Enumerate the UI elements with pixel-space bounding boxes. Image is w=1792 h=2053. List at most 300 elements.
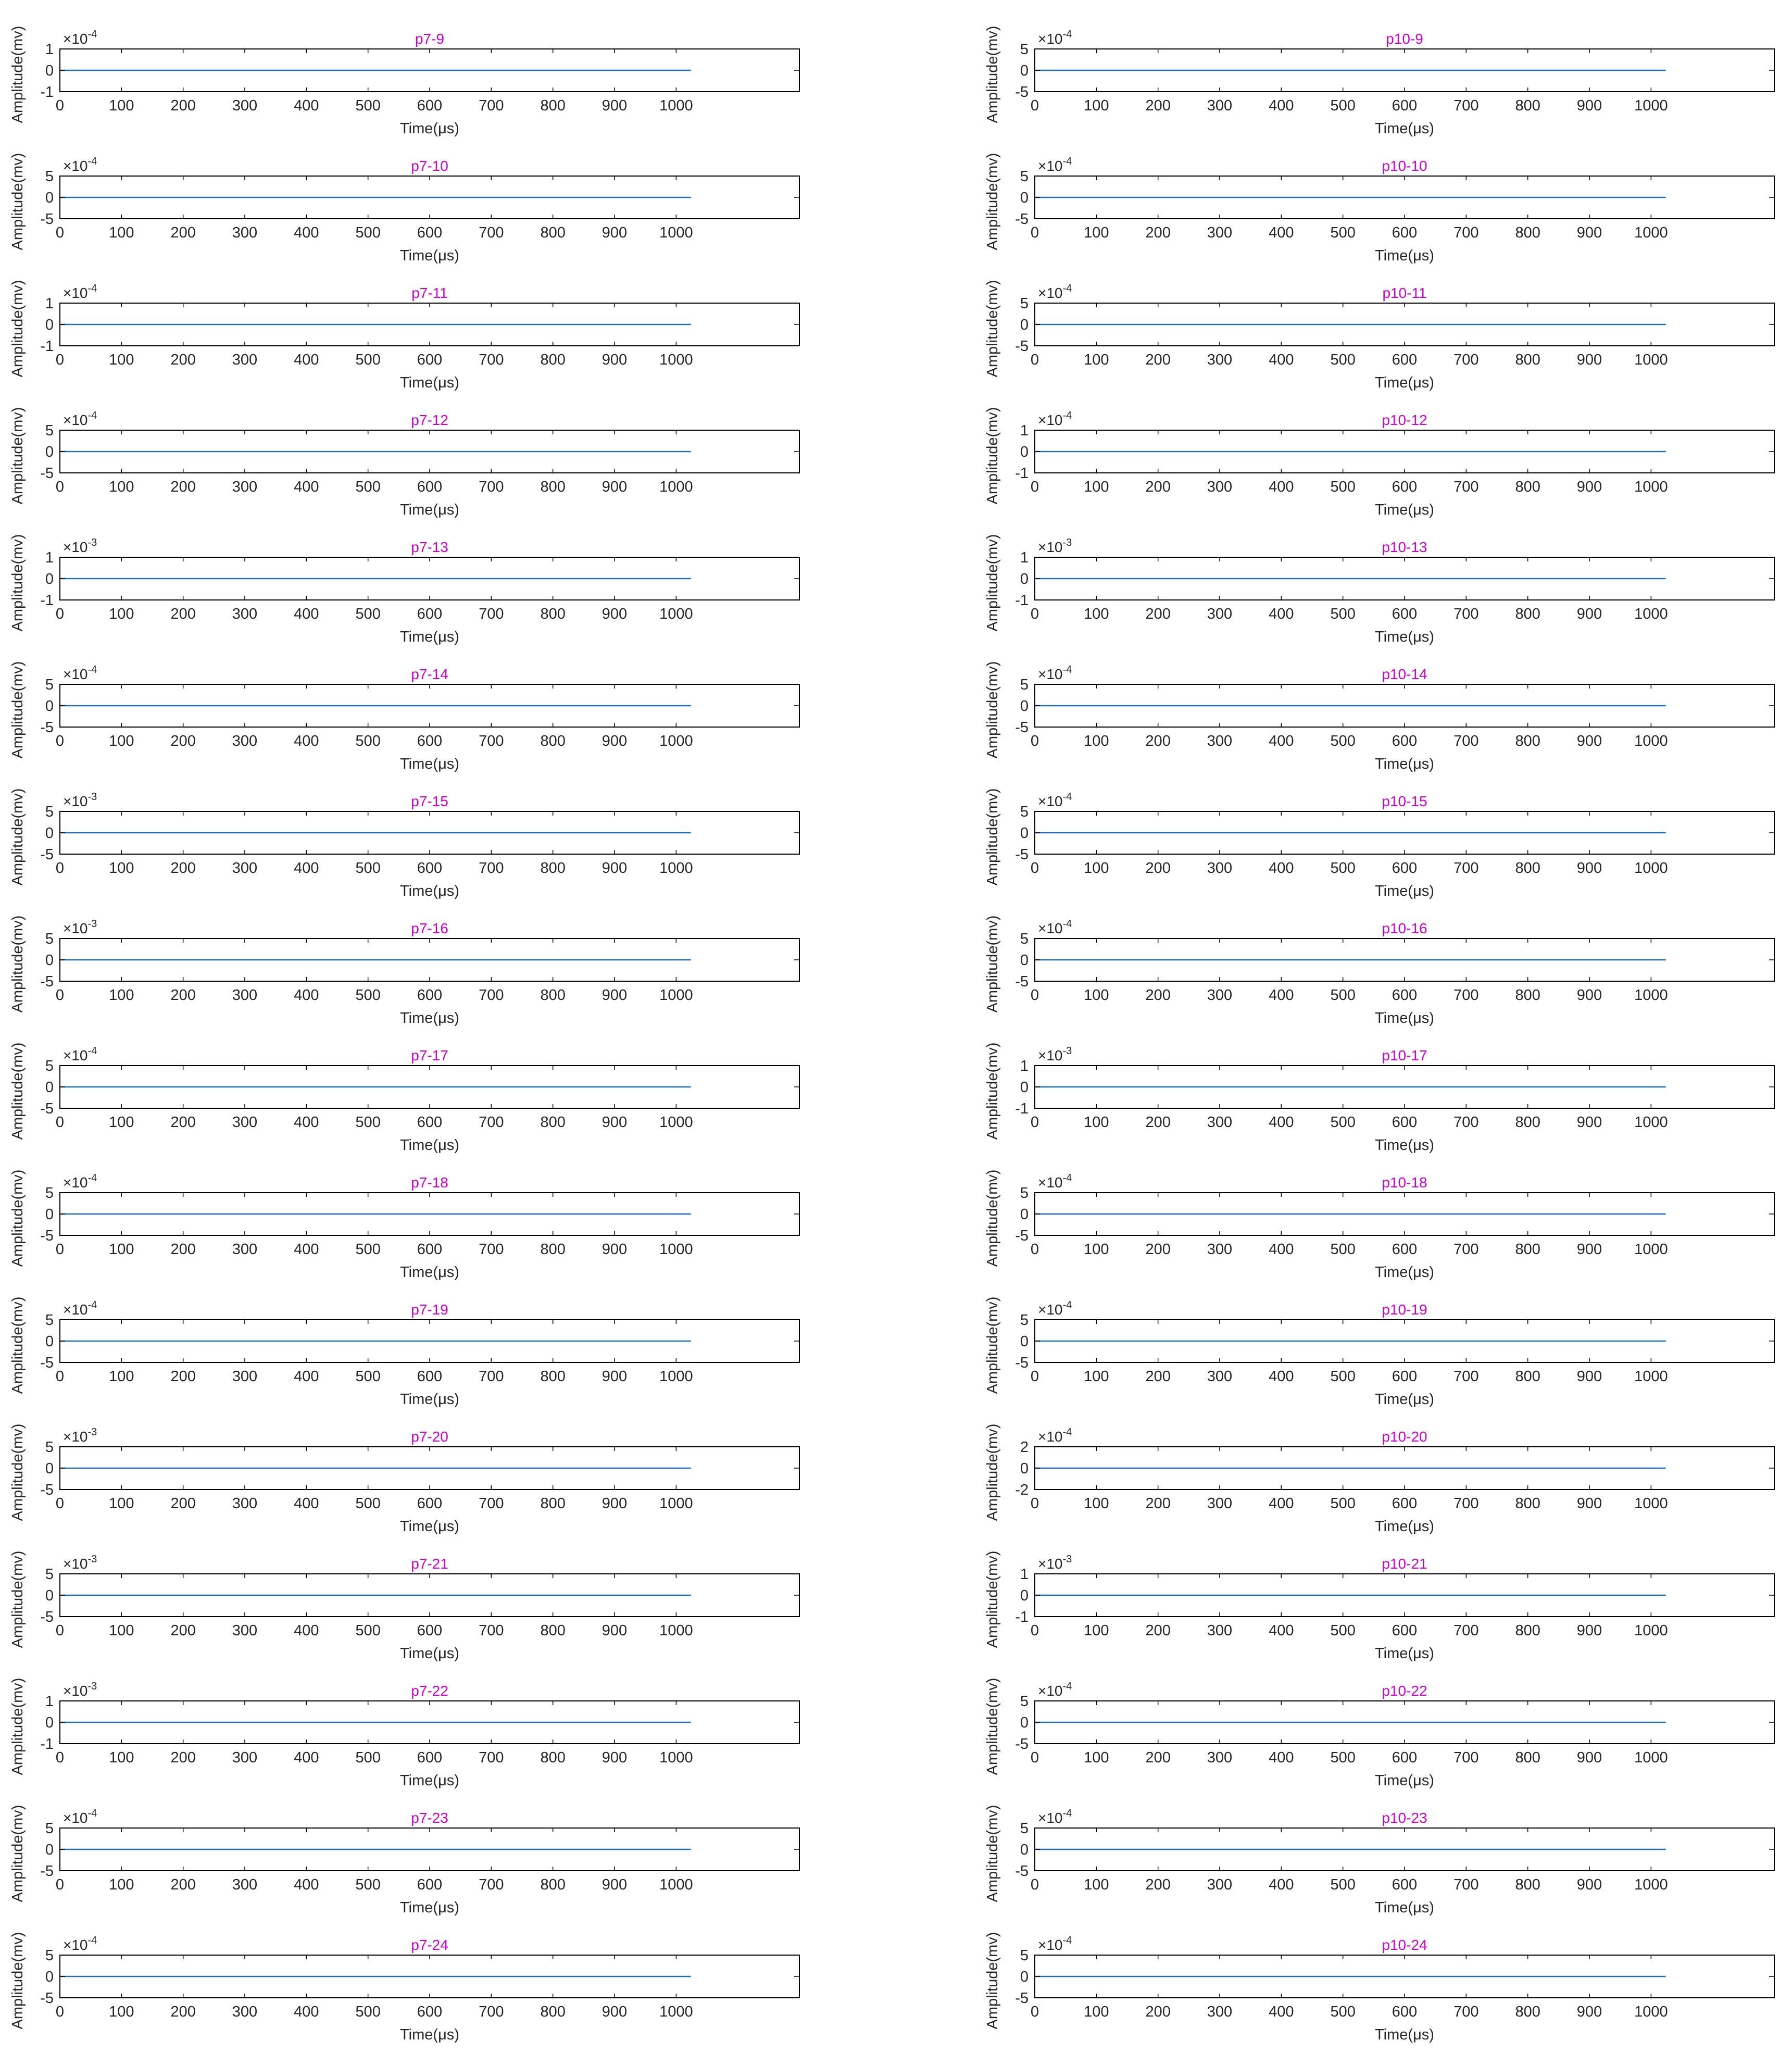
x-tick-label: 800: [540, 1876, 566, 1893]
x-tick-label: 400: [1269, 987, 1294, 1004]
x-tick-label: 900: [1576, 1241, 1602, 1258]
x-tick-label: 300: [232, 1241, 258, 1258]
x-tick-label: 500: [355, 987, 381, 1004]
x-axis-label: Time(μs): [400, 1645, 459, 1662]
y-exponent-power: -4: [87, 156, 97, 167]
subplot-p7-10: [9, 153, 799, 264]
subplot-title: p7-19: [411, 1301, 448, 1318]
x-tick-label: 700: [1453, 606, 1479, 622]
y-exponent: $\times 10^{-4}$: [1038, 156, 1072, 174]
x-tick-label: 600: [1392, 1876, 1418, 1893]
y-tick-label: 0: [45, 1842, 54, 1858]
x-axis-label: Time(μs): [1375, 883, 1434, 899]
y-exponent-power: -4: [1062, 918, 1072, 930]
y-tick-label: 0: [1020, 825, 1029, 842]
x-tick-label: 600: [417, 479, 443, 495]
y-tick-label: 0: [45, 952, 54, 969]
x-tick-label: 1000: [1634, 987, 1668, 1004]
x-tick-label: 800: [1515, 1622, 1540, 1639]
x-tick-label: 400: [1269, 2004, 1294, 2020]
x-tick-label: 100: [1084, 606, 1109, 622]
subplot-p7-15: [9, 788, 799, 899]
x-tick-label: 100: [109, 1114, 134, 1131]
x-tick-label: 300: [1207, 97, 1233, 114]
x-tick-label: 0: [1030, 733, 1039, 749]
x-tick-label: 800: [1515, 224, 1540, 241]
y-tick-label: -5: [1015, 211, 1029, 228]
y-axis-label: Amplitude(mv): [9, 1932, 26, 2030]
subplot-title: p10-12: [1382, 412, 1427, 428]
y-exponent: $\times 10^{-4}$: [1038, 664, 1072, 682]
x-tick-label: 1000: [659, 606, 693, 622]
x-tick-label: 600: [417, 860, 443, 877]
x-tick-label: 0: [1030, 1368, 1039, 1385]
x-tick-label: 800: [540, 606, 566, 622]
y-exponent-power: -3: [1062, 537, 1072, 548]
x-tick-label: 800: [1515, 1241, 1540, 1258]
y-axis-label: Amplitude(mv): [984, 153, 1001, 251]
x-tick-label: 600: [1392, 1241, 1418, 1258]
y-axis-label: Amplitude(mv): [9, 1423, 26, 1521]
x-tick-label: 400: [1269, 733, 1294, 749]
x-tick-label: 0: [1030, 1749, 1039, 1766]
y-exponent-power: -4: [1062, 1426, 1072, 1438]
x-tick-label: 400: [294, 733, 319, 749]
x-tick-label: 200: [170, 1749, 196, 1766]
x-tick-label: 700: [1453, 224, 1479, 241]
y-tick-label: 2: [1020, 1439, 1029, 1456]
x-tick-label: 600: [417, 1876, 443, 1893]
subplot-p10-13: [984, 534, 1774, 645]
x-tick-label: 500: [1330, 1622, 1356, 1639]
x-tick-label: 900: [1576, 1622, 1602, 1639]
y-exponent: $\times 10^{-4}$: [1038, 1808, 1072, 1826]
x-axis-label: Time(μs): [400, 374, 459, 391]
x-tick-label: 0: [55, 352, 65, 368]
y-axis-label: Amplitude(mv): [984, 1932, 1001, 2030]
y-tick-label: -5: [40, 1355, 54, 1371]
x-tick-label: 800: [540, 2004, 566, 2020]
x-tick-label: 0: [1030, 1495, 1039, 1512]
x-axis-label: Time(μs): [400, 1391, 459, 1408]
y-axis-label: Amplitude(mv): [9, 534, 26, 632]
y-tick-label: -5: [40, 465, 54, 482]
x-tick-label: 0: [55, 1622, 65, 1639]
subplot-title: p10-11: [1382, 285, 1427, 301]
x-tick-label: 500: [355, 606, 381, 622]
y-tick-label: 0: [1020, 62, 1029, 79]
x-tick-label: 400: [294, 1241, 319, 1258]
x-tick-label: 700: [479, 479, 504, 495]
x-tick-label: 200: [170, 1368, 196, 1385]
y-tick-label: -5: [1015, 1990, 1029, 2007]
x-tick-label: 100: [109, 352, 134, 368]
x-tick-label: 300: [1207, 1749, 1233, 1766]
x-tick-label: 1000: [659, 1622, 693, 1639]
y-tick-label: -5: [1015, 1355, 1029, 1371]
x-axis-label: Time(μs): [400, 1772, 459, 1789]
x-tick-label: 600: [1392, 1495, 1418, 1512]
x-tick-label: 500: [355, 1495, 381, 1512]
subplot-p10-24: [984, 1932, 1774, 2043]
y-exponent: $\times 10^{-4}$: [1038, 283, 1072, 301]
x-tick-label: 700: [479, 224, 504, 241]
x-tick-label: 900: [1576, 987, 1602, 1004]
x-tick-label: 200: [1145, 987, 1171, 1004]
x-tick-label: 0: [55, 479, 65, 495]
y-tick-label: 0: [1020, 317, 1029, 333]
x-tick-label: 1000: [659, 1241, 693, 1258]
y-axis-label: Amplitude(mv): [984, 661, 1001, 759]
x-tick-label: 400: [1269, 860, 1294, 877]
x-tick-label: 200: [170, 1241, 196, 1258]
y-tick-label: -5: [1015, 719, 1029, 736]
x-tick-label: 800: [540, 479, 566, 495]
y-tick-label: 0: [1020, 1842, 1029, 1858]
subplot-p7-19: [9, 1297, 799, 1408]
x-tick-label: 100: [1084, 479, 1109, 495]
subplot-p7-12: [9, 407, 799, 518]
x-tick-label: 900: [1576, 1114, 1602, 1131]
y-exponent-power: -4: [1062, 1681, 1072, 1692]
y-tick-label: 0: [1020, 1206, 1029, 1223]
y-tick-label: 0: [1020, 1714, 1029, 1731]
y-tick-label: 5: [1020, 1693, 1029, 1710]
x-tick-label: 500: [355, 479, 381, 495]
x-tick-label: 100: [109, 606, 134, 622]
x-tick-label: 1000: [659, 733, 693, 749]
x-tick-label: 300: [1207, 1114, 1233, 1131]
y-axis-label: Amplitude(mv): [9, 26, 26, 123]
x-tick-label: 900: [601, 1495, 628, 1512]
y-tick-label: -5: [1015, 973, 1029, 990]
x-tick-label: 300: [232, 1749, 258, 1766]
x-tick-label: 700: [479, 860, 504, 877]
x-tick-label: 300: [1207, 2004, 1233, 2020]
x-tick-label: 200: [170, 606, 196, 622]
y-axis-label: Amplitude(mv): [984, 407, 1001, 505]
x-axis-label: Time(μs): [1375, 756, 1434, 772]
x-tick-label: 400: [294, 1876, 319, 1893]
x-tick-label: 900: [1576, 1749, 1602, 1766]
y-tick-label: 0: [45, 1714, 54, 1731]
y-tick-label: 5: [1020, 295, 1029, 312]
x-tick-label: 100: [1084, 2004, 1109, 2020]
y-exponent-power: -4: [1062, 1935, 1072, 1946]
x-tick-label: 300: [232, 987, 258, 1004]
x-tick-label: 800: [540, 1495, 566, 1512]
x-tick-label: 0: [55, 224, 65, 241]
x-tick-label: 800: [1515, 1114, 1540, 1131]
y-exponent: $\times 10^{-3}$: [63, 1554, 97, 1572]
x-tick-label: 100: [109, 1749, 134, 1766]
y-exponent: $\times 10^{-3}$: [1038, 1554, 1072, 1572]
x-tick-label: 1000: [1634, 1114, 1668, 1131]
y-exponent: $\times 10^{-3}$: [63, 1426, 97, 1445]
x-tick-label: 800: [1515, 987, 1540, 1004]
x-tick-label: 800: [540, 1368, 566, 1385]
x-tick-label: 800: [540, 97, 566, 114]
y-tick-label: 5: [45, 422, 54, 439]
y-exponent-power: -4: [87, 1299, 97, 1311]
x-tick-label: 1000: [1634, 1495, 1668, 1512]
y-exponent: $\times 10^{-3}$: [63, 918, 97, 936]
y-exponent-power: -4: [1062, 1299, 1072, 1311]
y-exponent: $\times 10^{-4}$: [63, 1808, 97, 1826]
x-tick-label: 400: [1269, 1749, 1294, 1766]
x-tick-label: 800: [1515, 860, 1540, 877]
x-tick-label: 800: [1515, 606, 1540, 622]
x-tick-label: 300: [232, 352, 258, 368]
x-tick-label: 500: [1330, 860, 1356, 877]
y-tick-label: 0: [45, 62, 54, 79]
x-axis-label: Time(μs): [1375, 1899, 1434, 1916]
x-tick-label: 900: [601, 1622, 628, 1639]
y-tick-label: 0: [45, 1460, 54, 1477]
x-tick-label: 500: [1330, 606, 1356, 622]
y-exponent: $\times 10^{-4}$: [63, 1299, 97, 1318]
subplot-p7-18: [9, 1170, 799, 1281]
y-axis-label: Amplitude(mv): [9, 1169, 26, 1267]
x-tick-label: 0: [1030, 479, 1039, 495]
x-tick-label: 500: [1330, 1876, 1356, 1893]
x-tick-label: 0: [55, 860, 65, 877]
x-tick-label: 200: [170, 860, 196, 877]
x-tick-label: 1000: [1634, 733, 1668, 749]
x-tick-label: 300: [1207, 224, 1233, 241]
x-tick-label: 300: [232, 1495, 258, 1512]
x-tick-label: 0: [55, 1495, 65, 1512]
subplot-title: p10-21: [1382, 1556, 1427, 1572]
subplot-p10-22: [984, 1678, 1774, 1789]
x-tick-label: 600: [417, 1495, 443, 1512]
x-tick-label: 900: [601, 1749, 628, 1766]
x-tick-label: 200: [1145, 97, 1171, 114]
x-axis-label: Time(μs): [400, 883, 459, 899]
x-tick-label: 700: [479, 1114, 504, 1131]
x-tick-label: 600: [417, 1749, 443, 1766]
y-exponent: $\times 10^{-4}$: [63, 410, 97, 428]
y-axis-label: Amplitude(mv): [9, 915, 26, 1013]
x-tick-label: 700: [1453, 2004, 1479, 2020]
y-exponent: $\times 10^{-4}$: [1038, 29, 1072, 47]
x-tick-label: 900: [1576, 97, 1602, 114]
x-tick-label: 700: [1453, 1622, 1479, 1639]
y-exponent: $\times 10^{-4}$: [1038, 1681, 1072, 1699]
x-tick-label: 700: [1453, 1749, 1479, 1766]
x-tick-label: 0: [1030, 224, 1039, 241]
x-tick-label: 0: [1030, 97, 1039, 114]
x-tick-label: 900: [601, 224, 628, 241]
y-tick-label: -5: [40, 1609, 54, 1625]
x-tick-label: 600: [1392, 352, 1418, 368]
x-axis-label: Time(μs): [1375, 2026, 1434, 2043]
x-tick-label: 300: [1207, 606, 1233, 622]
x-tick-label: 800: [1515, 1876, 1540, 1893]
y-exponent: $\times 10^{-4}$: [63, 1172, 97, 1191]
subplot-title: p7-14: [411, 666, 448, 682]
x-tick-label: 700: [1453, 1114, 1479, 1131]
x-tick-label: 200: [1145, 1876, 1171, 1893]
y-axis-label: Amplitude(mv): [9, 1678, 26, 1775]
x-tick-label: 1000: [1634, 1368, 1668, 1385]
x-tick-label: 0: [55, 1368, 65, 1385]
x-tick-label: 100: [1084, 860, 1109, 877]
y-tick-label: 5: [1020, 1947, 1029, 1964]
x-tick-label: 800: [1515, 1495, 1540, 1512]
subplot-p10-23: [984, 1805, 1774, 1916]
x-tick-label: 600: [1392, 606, 1418, 622]
x-tick-label: 1000: [1634, 2004, 1668, 2020]
x-tick-label: 100: [109, 1495, 134, 1512]
subplot-title: p10-17: [1382, 1047, 1427, 1063]
y-tick-label: 1: [45, 549, 54, 566]
x-tick-label: 400: [1269, 224, 1294, 241]
x-tick-label: 200: [170, 1876, 196, 1893]
y-tick-label: 0: [45, 1333, 54, 1350]
subplot-title: p7-13: [411, 539, 448, 555]
x-tick-label: 400: [1269, 606, 1294, 622]
x-tick-label: 600: [1392, 479, 1418, 495]
x-tick-label: 600: [417, 1368, 443, 1385]
x-tick-label: 300: [232, 224, 258, 241]
y-tick-label: -5: [1015, 1228, 1029, 1244]
y-tick-label: 0: [45, 190, 54, 206]
y-tick-label: 5: [45, 1566, 54, 1583]
x-tick-label: 600: [417, 2004, 443, 2020]
x-tick-label: 400: [1269, 1368, 1294, 1385]
x-tick-label: 700: [479, 987, 504, 1004]
x-tick-label: 900: [1576, 860, 1602, 877]
y-tick-label: 0: [1020, 1333, 1029, 1350]
x-axis-label: Time(μs): [400, 2026, 459, 2043]
x-tick-label: 400: [294, 1749, 319, 1766]
x-tick-label: 100: [109, 1622, 134, 1639]
x-tick-label: 600: [417, 97, 443, 114]
x-tick-label: 300: [232, 606, 258, 622]
x-tick-label: 0: [55, 2004, 65, 2020]
x-tick-label: 900: [601, 1876, 628, 1893]
y-exponent-power: -4: [87, 29, 97, 40]
subplot-p10-20: [984, 1424, 1774, 1535]
x-tick-label: 200: [1145, 1622, 1171, 1639]
x-tick-label: 300: [1207, 1241, 1233, 1258]
y-exponent: $\times 10^{-4}$: [63, 156, 97, 174]
x-tick-label: 0: [1030, 1622, 1039, 1639]
y-tick-label: 5: [45, 1185, 54, 1201]
subplot-p10-21: [984, 1551, 1774, 1662]
y-tick-label: -5: [40, 973, 54, 990]
x-tick-label: 900: [1576, 224, 1602, 241]
x-tick-label: 900: [601, 860, 628, 877]
y-tick-label: 5: [45, 1058, 54, 1074]
x-tick-label: 500: [1330, 1241, 1356, 1258]
y-exponent-power: -4: [1062, 1172, 1072, 1184]
y-exponent: $\times 10^{-4}$: [1038, 1172, 1072, 1191]
x-tick-label: 100: [1084, 97, 1109, 114]
x-tick-label: 700: [1453, 1368, 1479, 1385]
y-tick-label: 5: [45, 168, 54, 185]
x-tick-label: 800: [540, 224, 566, 241]
x-tick-label: 0: [55, 1749, 65, 1766]
x-tick-label: 700: [1453, 733, 1479, 749]
y-tick-label: -5: [1015, 1863, 1029, 1880]
subplot-p7-23: [9, 1805, 799, 1916]
y-exponent-power: -3: [1062, 1554, 1072, 1565]
subplot-title: p10-14: [1382, 666, 1427, 682]
x-tick-label: 0: [1030, 987, 1039, 1004]
y-tick-label: 0: [45, 1969, 54, 1985]
x-axis-label: Time(μs): [1375, 1518, 1434, 1535]
y-exponent-power: -3: [87, 918, 97, 930]
x-tick-label: 600: [1392, 1114, 1418, 1131]
x-tick-label: 100: [1084, 987, 1109, 1004]
x-tick-label: 500: [355, 1368, 381, 1385]
x-tick-label: 0: [55, 606, 65, 622]
x-tick-label: 300: [1207, 479, 1233, 495]
y-tick-label: 0: [45, 317, 54, 333]
x-tick-label: 200: [1145, 733, 1171, 749]
x-tick-label: 800: [1515, 479, 1540, 495]
x-tick-label: 1000: [659, 97, 693, 114]
y-axis-label: Amplitude(mv): [984, 915, 1001, 1013]
x-tick-label: 600: [1392, 224, 1418, 241]
x-tick-label: 300: [1207, 1876, 1233, 1893]
y-tick-label: 5: [1020, 804, 1029, 820]
y-exponent: $\times 10^{-4}$: [63, 664, 97, 682]
x-tick-label: 800: [1515, 352, 1540, 368]
subplot-title: p7-15: [411, 793, 448, 809]
x-tick-label: 100: [1084, 1622, 1109, 1639]
x-tick-label: 800: [1515, 2004, 1540, 2020]
x-tick-label: 700: [479, 1749, 504, 1766]
subplot-title: p10-13: [1382, 539, 1427, 555]
y-tick-label: 0: [1020, 1460, 1029, 1477]
subplot-p10-19: [984, 1297, 1774, 1408]
x-tick-label: 600: [1392, 860, 1418, 877]
x-tick-label: 500: [355, 97, 381, 114]
x-tick-label: 700: [1453, 352, 1479, 368]
x-tick-label: 0: [55, 733, 65, 749]
y-exponent-power: -4: [87, 1808, 97, 1819]
x-tick-label: 900: [601, 479, 628, 495]
x-tick-label: 400: [1269, 97, 1294, 114]
x-tick-label: 300: [232, 2004, 258, 2020]
x-tick-label: 600: [1392, 1622, 1418, 1639]
y-tick-label: -5: [40, 1863, 54, 1880]
x-tick-label: 900: [1576, 1368, 1602, 1385]
y-axis-label: Amplitude(mv): [984, 1550, 1001, 1648]
x-tick-label: 500: [355, 860, 381, 877]
y-tick-label: 5: [45, 677, 54, 693]
subplot-p10-12: [984, 407, 1774, 518]
x-axis-label: Time(μs): [1375, 1772, 1434, 1789]
x-tick-label: 500: [1330, 1114, 1356, 1131]
x-tick-label: 1000: [659, 1114, 693, 1131]
x-tick-label: 0: [55, 1114, 65, 1131]
y-axis-label: Amplitude(mv): [9, 280, 26, 378]
x-tick-label: 200: [170, 733, 196, 749]
x-tick-label: 400: [1269, 1876, 1294, 1893]
y-axis-label: Amplitude(mv): [9, 1805, 26, 1902]
y-exponent: $\times 10^{-4}$: [63, 283, 97, 301]
x-tick-label: 500: [355, 1114, 381, 1131]
x-tick-label: 400: [294, 1495, 319, 1512]
subplot-p7-17: [9, 1043, 799, 1154]
x-tick-label: 300: [1207, 733, 1233, 749]
y-tick-label: 5: [45, 1439, 54, 1456]
x-tick-label: 800: [540, 1114, 566, 1131]
